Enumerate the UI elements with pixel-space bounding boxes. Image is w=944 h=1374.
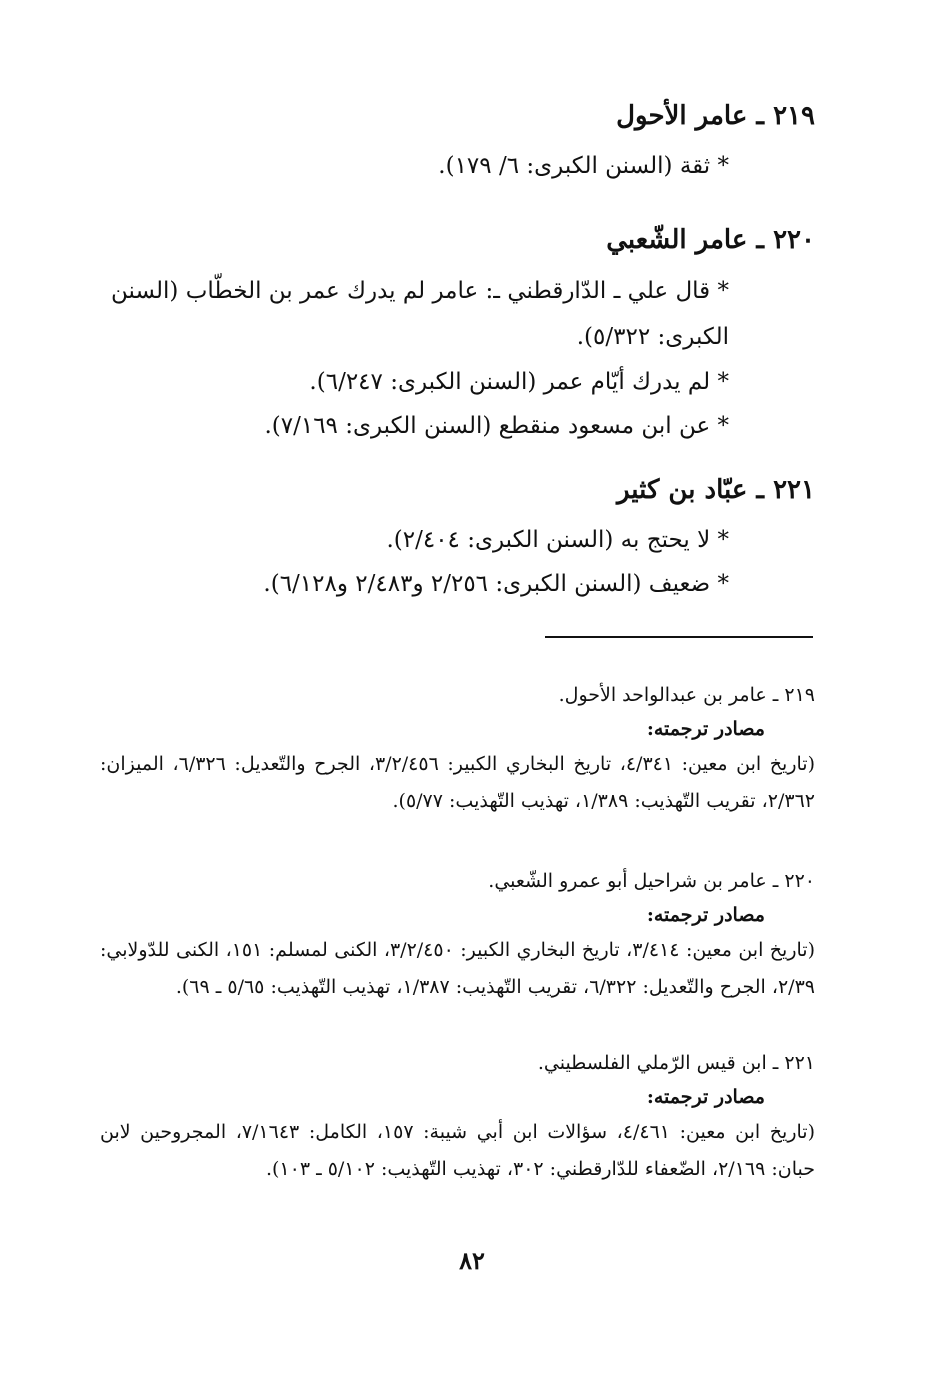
- footnote-text: (تاريخ ابن معين: ٤/٣٤١، تاريخ البخاري الكبير: ٣/٢/٤٥٦، الجرح والتّعديل: ٦/٣٢٦، الميزان: ٢/٣٦٢، تقريب التّهذيب: ١/٣٨٩، تهذيب التّهذيب: ٥/٧٧).: [100, 753, 815, 812]
- footnote-text: (تاريخ ابن معين: ٤/٤٦١، سؤالات ابن أبي شيبة: ١٥٧، الكامل: ٧/١٦٤٣، المجروحين لابن حبان: ٢/١٦٩، الضّعفاء للدّارقطني: ٣٠٢، تهذيب التّهذيب: ٥/١٠٢ ـ ١٠٣).: [100, 1121, 815, 1180]
- page-number: ٨٢: [459, 1246, 485, 1275]
- footnote-head: ٢٢٠ ـ عامر بن شراحيل أبو عمرو الشّعبي.: [488, 870, 815, 892]
- footnote-label: مصادر ترجمته:: [646, 904, 765, 926]
- entry-line: * ثقة (السنن الكبرى: ٦/ ١٧٩).: [438, 153, 729, 179]
- footnote-label: مصادر ترجمته:: [646, 1086, 765, 1108]
- footnote-221: [100, 1046, 815, 1188]
- entry-line: * ضعيف (السنن الكبرى: ٢/٢٥٦ و٢/٤٨٣ و٦/١٢٨).: [263, 571, 729, 597]
- entry-line: * لا يحتج به (السنن الكبرى: ٢/٤٠٤).: [386, 527, 729, 553]
- entry-line: * قال علي ـ الدّارقطني ـ: عامر لم يدرك عمر بن الخطّاب (السنن الكبرى: ٥/٣٢٢).: [111, 278, 729, 350]
- entry-line: * عن ابن مسعود منقطع (السنن الكبرى: ٧/١٦٩).: [264, 413, 729, 439]
- footnote-219: [100, 678, 815, 820]
- entry-title: ٢٢٠ ـ عامر الشّعبي: [606, 225, 815, 255]
- footnote-label: مصادر ترجمته:: [646, 718, 765, 740]
- footnote-head: ٢١٩ ـ عامر بن عبدالواحد الأحول.: [558, 684, 815, 706]
- entry-line: * لم يدرك أيّام عمر (السنن الكبرى: ٦/٢٤٧).: [309, 369, 729, 395]
- footnote-divider: [545, 636, 813, 638]
- footnote-220: [100, 864, 815, 1006]
- entry-title: ٢٢١ ـ عبّاد بن كثير: [616, 475, 815, 505]
- footnote-text: (تاريخ ابن معين: ٣/٤١٤، تاريخ البخاري الكبير: ٣/٢/٤٥٠، الكنى لمسلم: ١٥١، الكنى للدّولابي: ٢/٣٩، الجرح والتّعديل: ٦/٣٢٢، تقريب التّهذيب: ١/٣٨٧، تهذيب التّهذيب: ٥/٦٥ ـ ٦٩).: [100, 939, 815, 998]
- footnote-head: ٢٢١ ـ ابن قيس الرّملي الفلسطيني.: [537, 1052, 815, 1074]
- entry-219: [100, 98, 815, 188]
- entry-220: [100, 222, 815, 448]
- entry-221: [100, 472, 815, 606]
- entry-title: ٢١٩ ـ عامر الأحول: [616, 101, 815, 131]
